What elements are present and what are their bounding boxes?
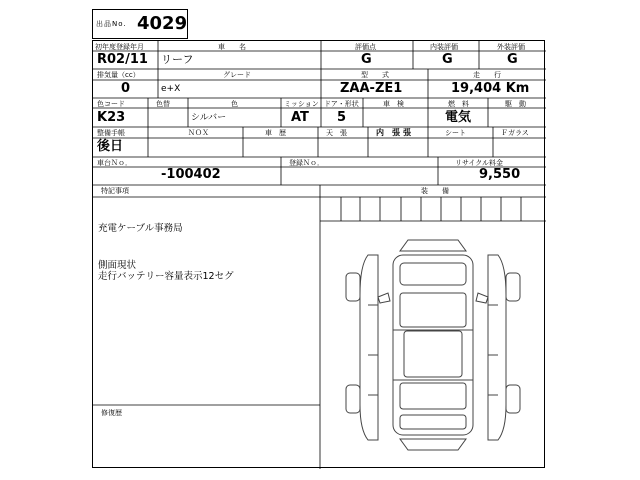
- recolor-label: 色替: [156, 100, 170, 108]
- manual-label: 整備手帳: [97, 129, 125, 137]
- history-label: 車 歴: [265, 129, 286, 137]
- lot-label: 出品No.: [96, 20, 127, 28]
- score-value: G: [361, 52, 372, 67]
- reg-year-label: 初年度登録年月: [95, 43, 144, 51]
- color-value: シルバー: [191, 113, 227, 123]
- drive-label: 駆 動: [505, 100, 526, 108]
- car-name-label: 車 名: [218, 43, 246, 51]
- lot-number-box: [92, 9, 188, 39]
- equipment-label: 装 備: [421, 187, 449, 195]
- repair-history-label: 修復歴: [101, 409, 122, 417]
- color-code-label: 色コード: [97, 100, 125, 108]
- interior-grade-value: G: [442, 52, 453, 67]
- doors-value: 5: [337, 110, 347, 125]
- recycle-value: 9,550: [479, 167, 521, 182]
- auction-sheet: [92, 40, 545, 468]
- fuel-value: 電気: [445, 110, 472, 125]
- mileage-label: 走 行: [473, 71, 501, 79]
- remark-line-2: 側面現状: [98, 260, 137, 271]
- exterior-grade-label: 外装評価: [497, 43, 525, 51]
- doors-label: ドア・形状: [324, 100, 359, 108]
- model-label: 型 式: [361, 71, 389, 79]
- nox-label: ＮＯＸ: [188, 129, 209, 137]
- manual-value: 後日: [97, 139, 124, 154]
- f-glass-label: Ｆガラス: [501, 129, 529, 137]
- car-condition-diagram-icon: [338, 235, 528, 455]
- car-name-value: リーフ: [161, 53, 194, 66]
- transmission-label: ミッション: [284, 100, 319, 108]
- color-label: 色: [231, 100, 238, 108]
- interior-ceiling-value: 張: [403, 128, 411, 137]
- color-code-value: K23: [97, 110, 126, 125]
- displacement-label: 排気量（cc）: [97, 71, 140, 79]
- registration-label: 登録Ｎｏ．: [289, 159, 324, 167]
- model-value: ZAA-ZE1: [340, 81, 403, 96]
- lot-number: 4029: [137, 13, 188, 34]
- seat-label: シート: [445, 129, 466, 137]
- inspection-label: 車 検: [383, 100, 404, 108]
- interior-grade-label: 内装評価: [430, 43, 458, 51]
- remark-line-3: 走行バッテリー容量表示12セグ: [98, 271, 234, 282]
- remarks-label: 特記事項: [101, 187, 129, 195]
- reg-year-value: R02/11: [97, 52, 148, 67]
- score-label: 評価点: [355, 43, 376, 51]
- remark-line-1: 充電ケーブル事務局: [98, 223, 183, 234]
- interior-ceiling-label: 内 張: [376, 128, 400, 137]
- grade-value: e+X: [161, 84, 181, 94]
- recycle-label: リサイクル料金: [455, 159, 504, 167]
- chassis-label: 車台Ｎｏ．: [97, 159, 132, 167]
- mileage-value: 19,404 Km: [451, 81, 530, 96]
- exterior-grade-value: G: [507, 52, 518, 67]
- chassis-value: -100402: [161, 167, 221, 182]
- grade-label: グレード: [223, 71, 251, 79]
- fuel-label: 燃 料: [448, 100, 469, 108]
- displacement-value: 0: [121, 81, 131, 96]
- transmission-value: AT: [291, 110, 309, 125]
- sunroof-label: 天 張: [326, 129, 347, 137]
